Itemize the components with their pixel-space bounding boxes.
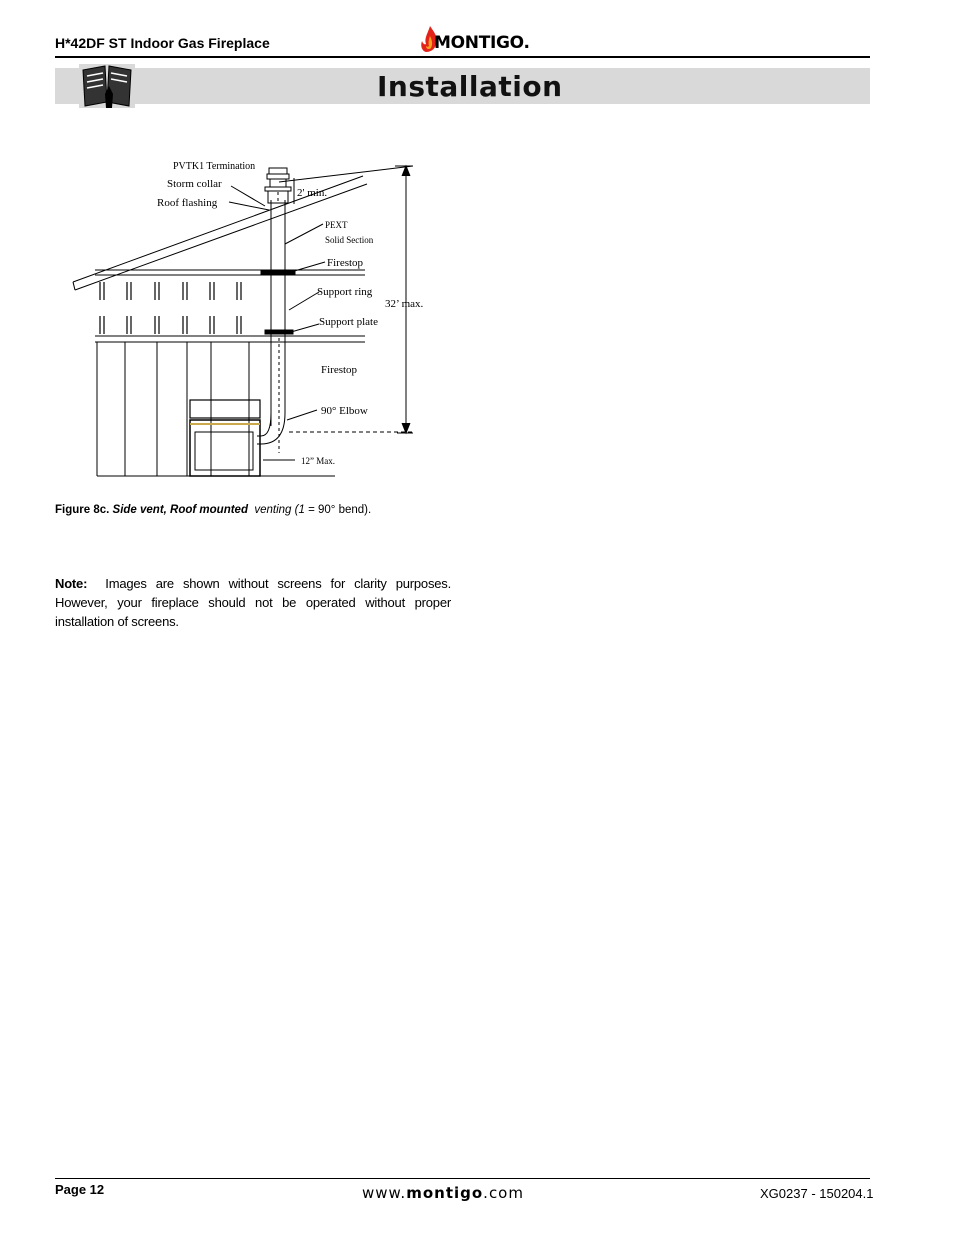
website-prefix: www. xyxy=(362,1184,407,1202)
section-banner xyxy=(55,68,870,104)
footer-divider xyxy=(55,1178,870,1179)
logo-wordmark: MONTIGO. xyxy=(434,33,530,53)
note-label: Note: xyxy=(55,576,88,591)
label-min-height: 2' min. xyxy=(297,187,328,199)
website-brand: montigo xyxy=(406,1184,484,1202)
label-firestop-bottom: Firestop xyxy=(321,364,358,376)
label-elbow: 90° Elbow xyxy=(321,405,368,417)
figure-number: Figure 8c. xyxy=(55,504,110,516)
header-divider xyxy=(55,56,870,58)
label-termination: PVTK1 Termination xyxy=(173,161,256,172)
figure-venting: venting (1 xyxy=(254,504,305,516)
label-storm-collar: Storm collar xyxy=(167,178,222,190)
label-pext: PEXT xyxy=(325,220,348,230)
venting-diagram xyxy=(65,158,460,488)
label-support-plate: Support plate xyxy=(319,316,378,328)
page-number: Page 12 xyxy=(55,1182,105,1197)
label-firestop-top: Firestop xyxy=(327,257,364,269)
document-code: XG0237 - 150204.1 xyxy=(760,1186,874,1201)
label-max-height: 32’ max. xyxy=(385,298,424,310)
label-solid-section: Solid Section xyxy=(325,235,374,245)
website-link[interactable] xyxy=(362,1184,524,1202)
note-paragraph xyxy=(55,574,451,631)
label-max-horizontal: 12” Max. xyxy=(301,456,335,466)
document-title: H*42DF ST Indoor Gas Fireplace xyxy=(55,35,270,51)
label-support-ring: Support ring xyxy=(317,286,373,298)
section-title: Installation xyxy=(377,70,563,103)
montigo-logo xyxy=(418,24,530,56)
label-roof-flashing: Roof flashing xyxy=(157,197,218,209)
website-suffix: .com xyxy=(483,1184,524,1202)
figure-bend: = 90° bend). xyxy=(308,504,372,516)
figure-title: Side vent, Roof mounted xyxy=(112,504,248,516)
manual-book-icon xyxy=(79,64,135,108)
figure-caption xyxy=(55,504,371,516)
note-text: Images are shown without screens for clarity purposes. However, your fireplace should not be operated without proper installation of screens. xyxy=(55,576,451,629)
